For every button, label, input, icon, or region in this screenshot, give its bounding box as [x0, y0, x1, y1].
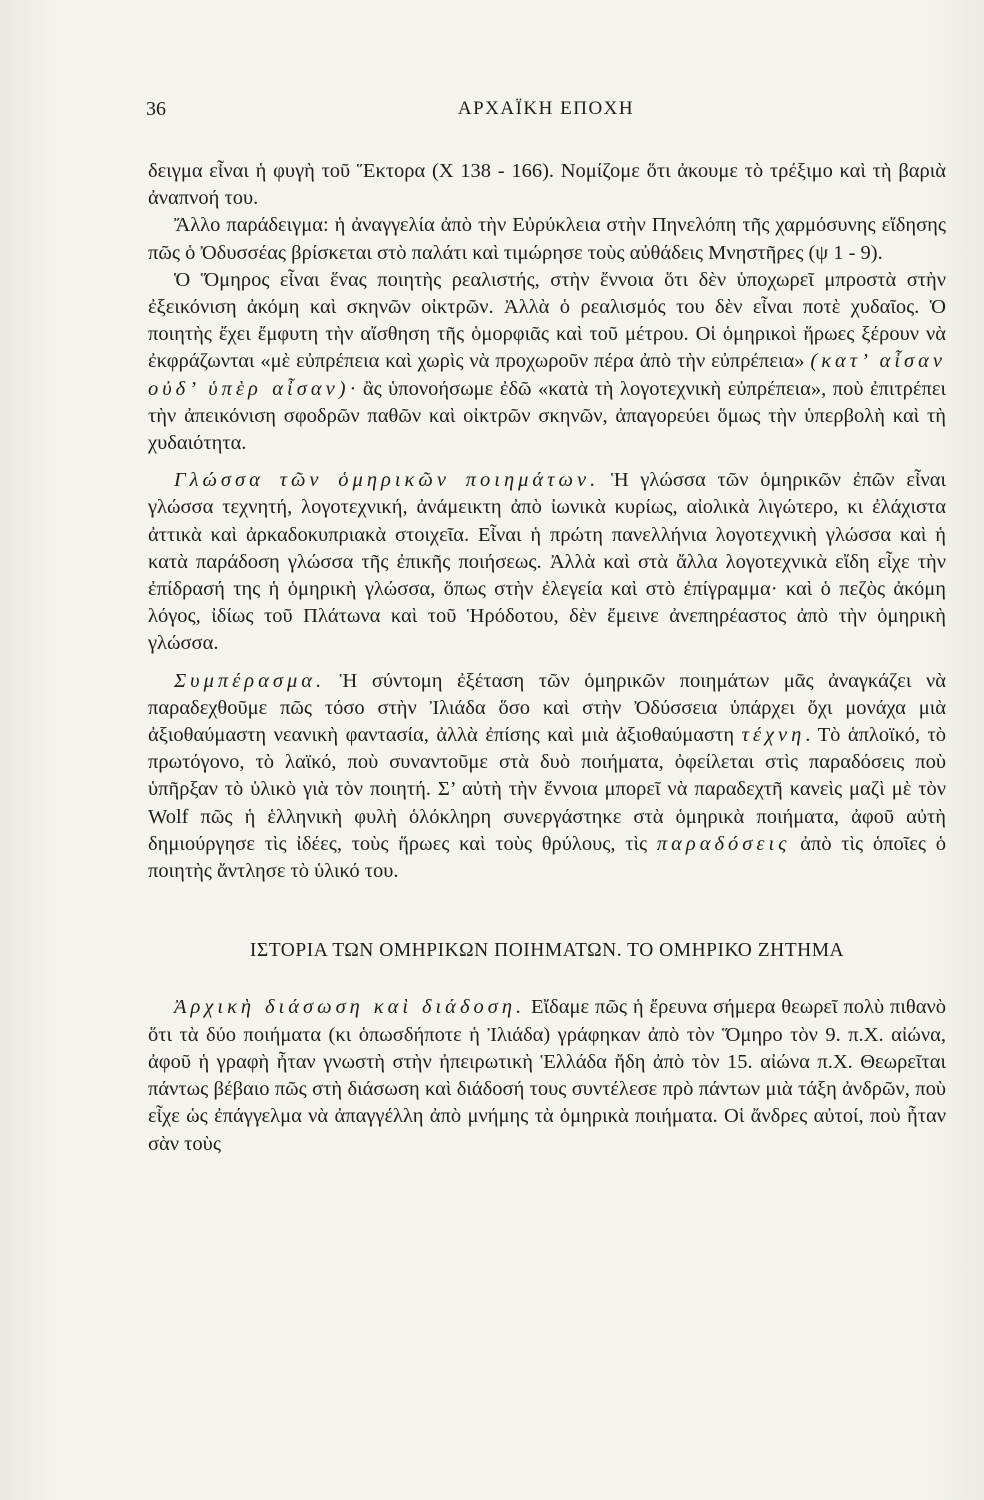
paragraph-3 — [148, 267, 946, 457]
paragraph-5-techni: τέχνη — [741, 724, 806, 747]
paragraph-3-greek-phrase: (κατ’ αἶσαν οὐδ’ ὑπὲρ αἶσαν) — [148, 350, 946, 400]
page-header — [146, 98, 946, 128]
paragraph-3-text: Ὁ Ὅμηρος εἶναι ἕνας ποιητὴς ρεαλιστής, στὴν ἔννοια ὅτι δὲν ὑποχωρεῖ μπροστὰ στὴν ἐξεικόνιση ἀκόμη καὶ σκηνῶν οἰκτρῶν. Ἀλλὰ ὁ ρεαλισμός του δὲν εἶναι ποτὲ χυδαῖος. Ὁ ποιητὴς ἔχει ἔμφυτη τὴν αἴσθηση τῆς ὁμορφιᾶς καὶ τοῦ μέτρου. Οἱ ὁμηρικοὶ ἥρωες ξέρουν νὰ ἐκφράζωνται «μὲ εὐπρέπεια καὶ χωρὶς νὰ προχωροῦν πέρα ἀπὸ τὴν εὐπρέπεια» — [148, 268, 946, 373]
paragraph-1 — [148, 158, 946, 212]
paragraph-6-title: Ἀρχικὴ διάσωση καὶ διάδοση. — [174, 996, 526, 1019]
body-text — [148, 158, 946, 1158]
section-heading: ΙΣΤΟΡΙΑ ΤΩΝ ΟΜΗΡΙΚΩΝ ΠΟΙΗΜΑΤΩΝ. ΤΟ ΟΜΗΡΙΚΟ ΖΗΤΗΜΑ — [249, 940, 845, 962]
paragraph-4 — [148, 467, 946, 657]
paragraph-5 — [148, 668, 946, 886]
paragraph-3-end: · ἂς ὑπονοήσωμε ἐδῶ «κατὰ τὴ λογοτεχνικὴ εὐπρέπεια», ποὺ ἐπιτρέπει τὴν ἀπεικόνιση σφοδρῶν παθῶν καὶ οἰκτρῶν σκηνῶν, ἀπαγορεύει ὅμως τὴν ὑπερβολὴ καὶ τὴ χυδαιότητα. — [148, 377, 946, 455]
page-number: 36 — [146, 98, 166, 120]
paragraph-5-text-c: ἀπὸ τὶς ὁποῖες ὁ ποιητὴς ἄντλησε τὸ ὑλικό του. — [148, 832, 946, 883]
paragraph-6 — [148, 994, 946, 1157]
paragraph-5-text-b: . Τὸ ἁπλοϊκό, τὸ πρωτόγονο, τὸ λαϊκό, ποὺ συναντοῦμε στὰ δυὸ ποιήματα, ὀφείλεται στὶς παραδόσεις ποὺ ὑπῆρξαν τὸ ὑλικὸ γιὰ τὸν ποιητή. Σ’ αὐτὴ τὴν ἔννοια μπορεῖ νὰ παραδεχτῆ κανεὶς μαζὶ μὲ τὸν Wolf πῶς ἡ ἑλληνικὴ φυλὴ ὁλόκληρη συνεργάστηκε στὰ ὁμηρικὰ ποιήματα, ἀφοῦ αὐτὴ δημιούργησε τὶς ἰδέες, τοὺς ἥρωες καὶ τοὺς θρύλους, τὶς — [148, 724, 946, 855]
paragraph-2 — [148, 212, 946, 266]
paragraph-6-text: Εἴδαμε πῶς ἡ ἔρευνα σήμερα θεωρεῖ πολὺ πιθανὸ ὅτι τὰ δύο ποιήματα (κι ὁπωσδήποτε ἡ Ἰλιάδα) γράφηκαν ἀπὸ τὸν Ὅμηρο τὸν 9. π.Χ. αἰώνα, ἀφοῦ ἡ γραφὴ ἦταν γνωστὴ στὴν ἠπειρωτικὴ Ἑλλάδα ἤδη ἀπὸ τὸν 15. αἰώνα π.Χ. Θεωρεῖται πάντως βέβαιο πῶς στὴ διάσωση καὶ διάδοσή τους συντέλεσε πρὸ πάντων μιὰ τάξη ἀνδρῶν, ποὺ εἶχε ὡς ἐπάγγελμα νὰ ἀπαγγέλλη ἀπὸ μνήμης τὰ ὁμηρικὰ ποιήματα. Οἱ ἄνδρες αὐτοί, ποὺ ἦταν σὰν τοὺς — [148, 996, 946, 1155]
paragraph-1-text: δειγμα εἶναι ἡ φυγὴ τοῦ Ἕκτορα (Χ 138 - 166). Νομίζομε ὅτι ἀκουμε τὸ τρέξιμο καὶ τὴ βαριὰ ἀναπνοή του. — [148, 160, 946, 210]
paragraph-5-title: Συμπέρασμα. — [174, 669, 326, 692]
paragraph-4-text: Ἡ γλώσσα τῶν ὁμηρικῶν ἐπῶν εἶναι γλώσσα τεχνητή, λογοτεχνική, ἀνάμεικτη ἀπὸ ἰωνικὰ κυρίως, αἰολικὰ λιγώτερο, κι ἐλάχιστα ἀττικὰ καὶ ἀρκαδοκυπριακὰ στοιχεῖα. Εἶναι ἡ πρώτη πανελλήνια λογοτεχνικὴ γλώσσα καὶ ἡ κατὰ παράδοση γλώσσα τῆς ἐπικῆς ποιήσεως. Ἀλλὰ καὶ στὰ ἄλλα λογοτεχνικὰ εἴδη εἶχε τὴν ἐπίδρασή της ἡ ὁμηρικὴ γλώσσα, ὅπως στὴν ἐλεγεία καὶ στὸ ἐπίγραμμα· καὶ ὁ πεζὸς ἀκόμη λόγος, ἰδίως τοῦ Πλάτωνα καὶ τοῦ Ἡρόδοτου, δὲν ἔμεινε ἀνεπηρέαστος ἀπὸ τὴν ὁμηρικὴ γλώσσα. — [148, 469, 946, 655]
paragraph-5-text-a: Ἡ σύντομη ἐξέταση τῶν ὁμηρικῶν ποιημάτων μᾶς ἀναγκάζει νὰ παραδεχθοῦμε πῶς τόσο στὴν Ἰλιάδα ὅσο καὶ στὴν Ὀδύσσεια ὑπάρχει ὄχι μονάχα μιὰ ἀξιοθαύμαστη νεανικὴ φαντασία, ἀλλὰ ἐπίσης καὶ μιὰ ἀξιοθαύμαστη — [148, 669, 946, 747]
running-head: ΑΡΧΑΪΚΗ ΕΠΟΧΗ — [457, 98, 635, 119]
paragraph-2-text: Ἄλλο παράδειγμα: ἡ ἀναγγελία ἀπὸ τὴν Εὐρύκλεια στὴν Πηνελόπη τῆς χαρμόσυνης εἴδησης πῶς ὁ Ὀδυσσέας βρίσκεται στὸ παλάτι καὶ τιμώρησε τοὺς αὐθάδεις Μνηστῆρες (ψ 1 - 9). — [148, 214, 946, 264]
paragraph-4-title: Γλώσσα τῶν ὁμηρικῶν ποιημάτων. — [174, 469, 600, 492]
paragraph-5-paradoseis: παραδόσεις — [656, 832, 791, 855]
